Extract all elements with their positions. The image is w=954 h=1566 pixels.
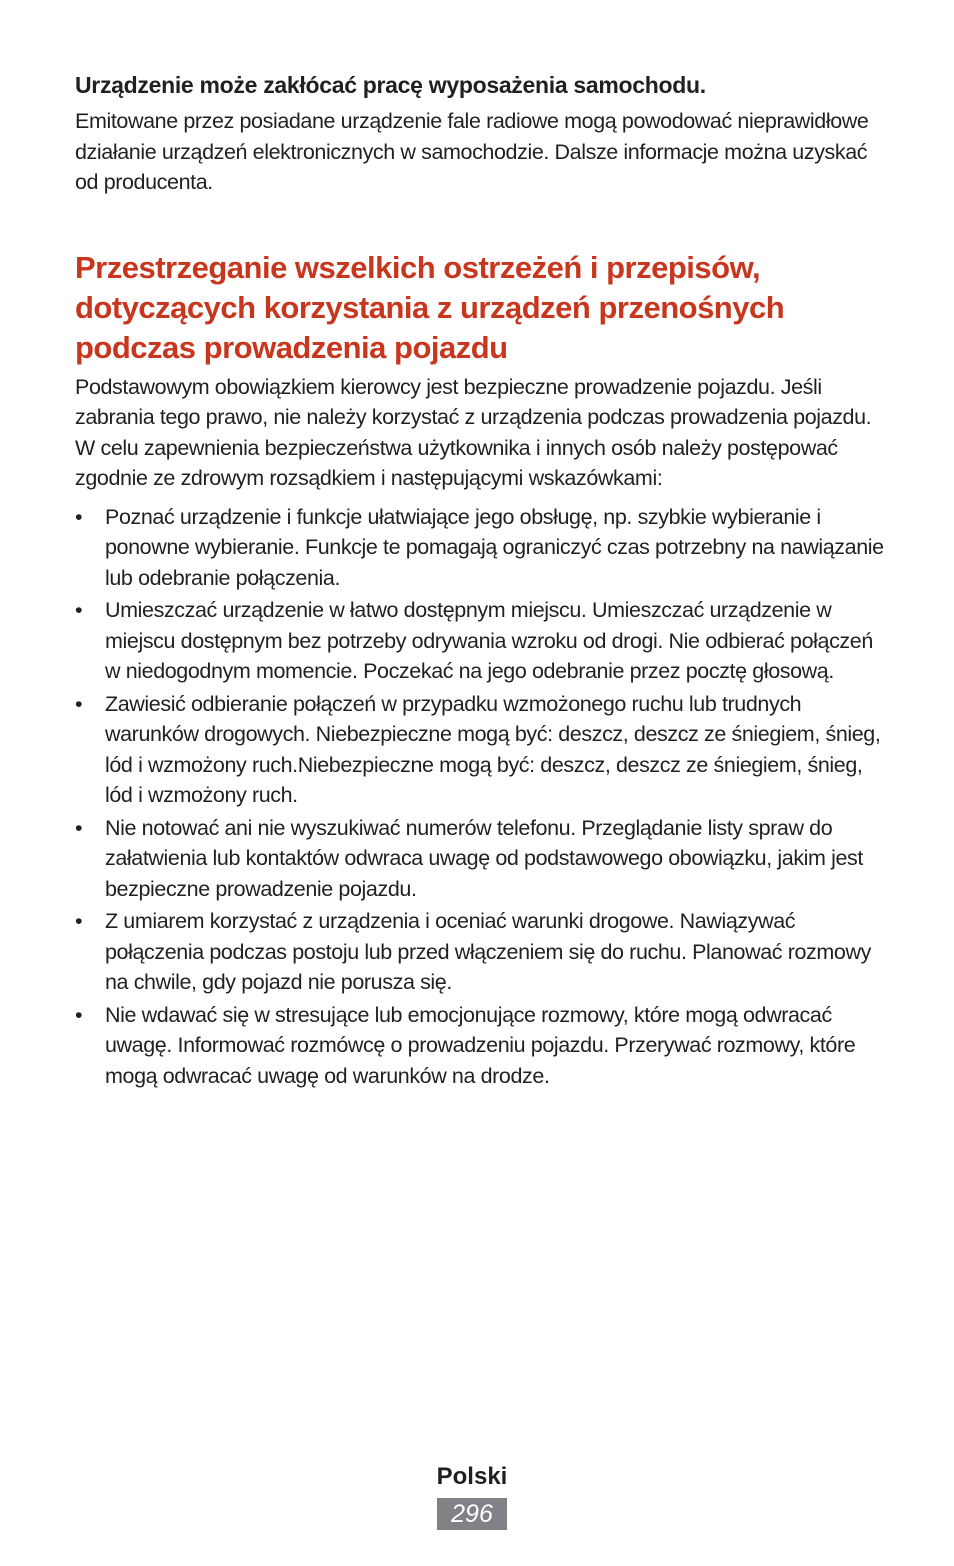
list-item	[75, 595, 890, 687]
list-item	[75, 1000, 890, 1092]
page-number-badge: 296	[437, 1498, 507, 1530]
bullet-icon: •	[75, 598, 83, 622]
section-paragraph: Podstawowym obowiązkiem kierowcy jest bezpieczne prowadzenie pojazdu. Jeśli zabrania tego prawo, nie należy korzystać z urządzenia podczas prowadzenia pojazdu. W celu zapewnienia bezpieczeństwa użytkownika i innych osób należy postępować zgodnie ze zdrowym rozsądkiem i następującymi wskazówkami:	[75, 374, 872, 490]
subheading: Urządzenie może zakłócać pracę wyposażenia samochodu.	[75, 72, 706, 98]
list-item-text: Z umiarem korzystać z urządzenia i oceniać warunki drogowe. Nawiązywać połączenia podczas postoju lub przed włączeniem się do ruchu. Planować rozmowy na chwile, gdy pojazd nie porusza się.	[105, 909, 871, 994]
list-item-text: Zawiesić odbieranie połączeń w przypadku wzmożonego ruchu lub trudnych warunków drogowych. Niebezpieczne mogą być: deszcz, deszcz ze śniegiem, śnieg, lód i wzmożony ruch.Niebezpieczne mogą być: deszcz, deszcz ze śniegiem, śnieg, lód i wzmożony ruch.	[105, 691, 881, 807]
bullet-icon: •	[75, 1002, 83, 1027]
bullet-icon: •	[75, 909, 83, 933]
list-item-text: Umieszczać urządzenie w łatwo dostępnym miejscu. Umieszczać urządzenie w miejscu dostępnym bez potrzeby odrywania wzroku od drogi. Nie odbierać połączeń w niedogodnym momencie. Poczekać na jego odebranie przez pocztę głosową.	[105, 598, 873, 683]
intro-paragraph: Emitowane przez posiadane urządzenie fale radiowe mogą powodować nieprawidłowe działanie urządzeń elektronicznych w samochodzie. Dalsze informacje można uzyskać od producenta.	[75, 109, 869, 194]
list-item	[75, 906, 890, 998]
bullet-icon: •	[75, 691, 83, 716]
list-item-text: Nie wdawać się w stresujące lub emocjonujące rozmowy, które mogą odwracać uwagę. Informować rozmówcę o prowadzeniu pojazdu. Przerywać rozmowy, które mogą odwracać uwagę od warunków na drodze.	[105, 1002, 856, 1088]
section-title: Przestrzeganie wszelkich ostrzeżeń i przepisów, dotyczących korzystania z urządzeń przenośnych podczas prowadzenia pojazdu	[75, 249, 785, 365]
list-item-text: Nie notować ani nie wyszukiwać numerów telefonu. Przeglądanie listy spraw do załatwienia lub kontaktów odwraca uwagę od podstawowego obowiązku, jakim jest bezpieczne prowadzenie pojazdu.	[105, 815, 863, 901]
bullet-icon: •	[75, 815, 83, 840]
footer-language: Polski	[436, 1463, 508, 1490]
list-item	[75, 689, 890, 811]
guideline-list	[75, 502, 890, 1092]
bullet-icon: •	[75, 504, 83, 529]
list-item-text: Poznać urządzenie i funkcje ułatwiające jego obsługę, np. szybkie wybieranie i ponowne wybieranie. Funkcje te pomagają ograniczyć czas potrzebny na nawiązanie lub odebranie połączenia.	[105, 504, 884, 590]
list-item	[75, 502, 890, 594]
page-footer	[0, 1462, 954, 1530]
list-item	[75, 813, 890, 905]
document-page	[75, 70, 890, 1093]
